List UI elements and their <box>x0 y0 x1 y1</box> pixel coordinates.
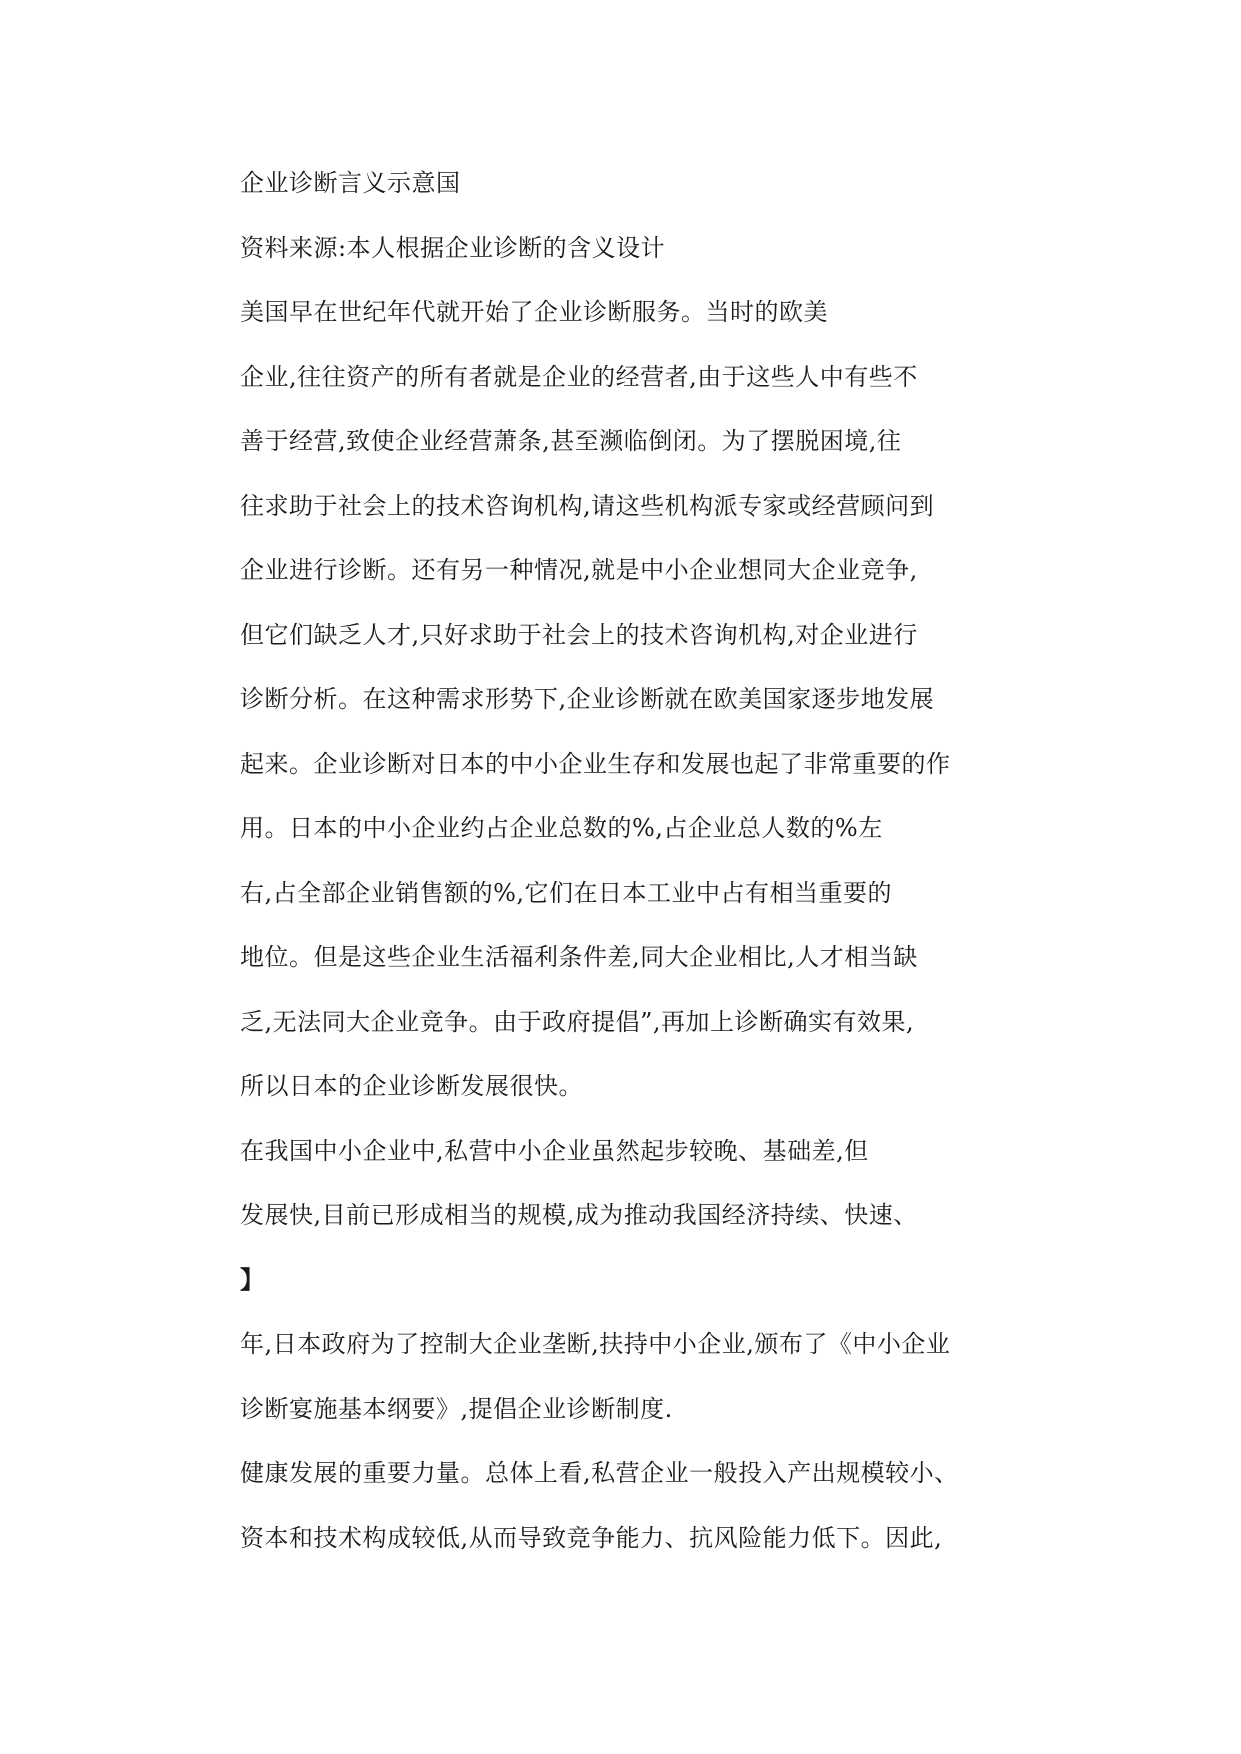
body-line: 往求助于社会上的技术咨询机构,请这些机构派专家或经营顾问到 <box>240 492 935 520</box>
body-line: 右,占全部企业销售额的%,它们在日本工业中占有相当重要的 <box>240 879 893 907</box>
body-line: 企业,往往资产的所有者就是企业的经营者,由于这些人中有些不 <box>240 363 918 391</box>
body-line: 美国早在世纪年代就开始了企业诊断服务。当时的欧美 <box>240 298 828 326</box>
body-line: 诊断分析。在这种需求形势下,企业诊断就在欧美国家逐步地发展 <box>240 685 935 713</box>
body-line: 发展快,目前已形成相当的规模,成为推动我国经济持续、快速、 <box>240 1201 918 1229</box>
body-line: 年,日本政府为了控制大企业垄断,扶持中小企业,颁布了《中小企业 <box>240 1330 951 1358</box>
body-line: 用。日本的中小企业约占企业总数的%,占企业总人数的%左 <box>240 814 883 842</box>
body-line: 企业进行诊断。还有另一种情况,就是中小企业想同大企业竞争, <box>240 556 918 584</box>
figure-caption: 企业诊断言义示意国 <box>240 169 461 197</box>
body-line: 但它们缺乏人才,只好求助于社会上的技术咨询机构,对企业进行 <box>240 621 918 649</box>
body-line: 乏,无法同大企业竞争。由于政府提倡”,再加上诊断确实有效果, <box>240 1008 915 1036</box>
body-line: 在我国中小企业中,私营中小企业虽然起步较晚、基础差,但 <box>240 1137 869 1165</box>
bracket-mark: 】 <box>240 1265 265 1294</box>
body-line: 地位。但是这些企业生活福利条件差,同大企业相比,人才相当缺 <box>240 943 918 971</box>
figure-source: 资料来源:本人根据企业诊断的含义设计 <box>240 234 666 262</box>
body-line: 起来。企业诊断对日本的中小企业生存和发展也起了非常重要的作 <box>240 750 951 778</box>
body-line: 诊断宴施基本纲要》,提倡企业诊断制度. <box>240 1395 673 1423</box>
body-line: 资本和技术构成较低,从而导致竞争能力、抗风险能力低下。因此, <box>240 1524 943 1552</box>
body-line: 所以日本的企业诊断发展很快。 <box>240 1072 583 1100</box>
body-line: 健康发展的重要力量。总体上看,私营企业一般投入产出规模较小、 <box>240 1459 959 1487</box>
body-line: 善于经营,致使企业经营萧条,甚至濒临倒闭。为了摆脱困境,往 <box>240 427 902 455</box>
